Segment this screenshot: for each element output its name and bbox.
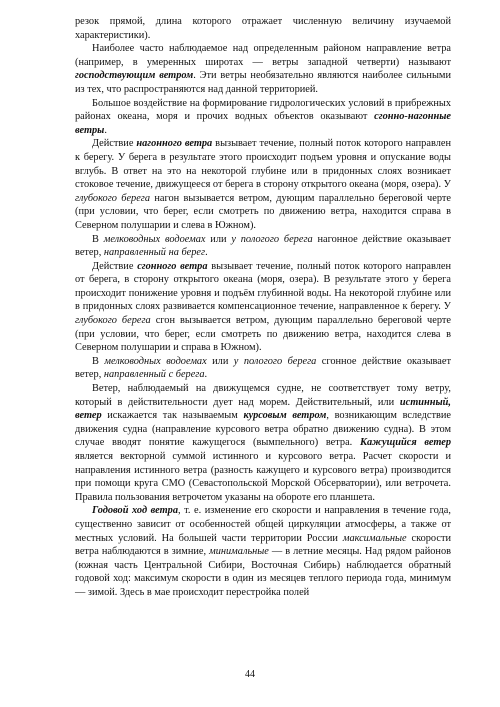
term-bold-italic: господствующим ветром xyxy=(75,70,194,82)
text-run: вызывает течение, полный поток которого направлен к берегу. У берега в результате этого происходит подъем уровня и опускание воды вглубь. В ответ на это на некоторой глубине или в придонных слоях возникает стоковое течение, движущееся от берега в сторону открытого океана (моря, озера). У xyxy=(75,138,452,191)
paragraph-intro-continuation xyxy=(75,15,451,42)
term-italic: минимальные xyxy=(209,546,269,558)
term-bold-italic: Кажущийся ветер xyxy=(359,437,451,449)
text-run: скорости ветра наблюдаются в зимние, xyxy=(75,532,451,558)
text-run: или xyxy=(206,355,234,367)
text-run: , возникающим вследствие движения судна (направление курсового ветра обратно движению судна). В этом случае вводят понятие кажущегося (вымпельного) ветра. xyxy=(75,410,451,449)
text-run: Действие xyxy=(92,138,137,150)
paragraph-offshore-wind xyxy=(75,260,451,355)
page-number: 44 xyxy=(245,669,255,680)
term-bold-italic: сгонно-нагонные ветры xyxy=(75,111,451,136)
text-run: . xyxy=(205,247,208,259)
paragraph-surge-winds xyxy=(75,97,451,138)
paragraph-annual-wind xyxy=(75,504,451,599)
text-run: искажается так называемым xyxy=(101,410,244,422)
paragraph-onshore-shallow xyxy=(75,233,451,260)
paragraph-prevailing-wind xyxy=(75,42,451,96)
term-bold-italic: истинный, ветер xyxy=(75,396,451,422)
text-run: Действие xyxy=(92,260,138,272)
term-italic: у пологого берега xyxy=(233,355,317,367)
text-run: , т. е. изменение его скорости и направления в течение года, существенно зависит от особенностей общей циркуляции атмосферы, а также от местных условий. На большей части территории России xyxy=(75,505,451,544)
text-run: . Эти ветры необязательно являются наиболее сильными из тех, что распространяются над данной территорией. xyxy=(75,70,451,95)
term-italic: направленный на берег xyxy=(103,247,206,259)
page-text-body xyxy=(75,15,451,600)
term-bold-italic: сгонного ветра xyxy=(137,260,208,272)
text-run: Большое воздействие на формирование гидрологических условий в прибрежных районах океана, моря и прочих водных объектов оказывают xyxy=(75,97,451,123)
text-run: нагонное действие оказывает ветер, xyxy=(75,233,451,259)
term-bold-italic: курсовым ветром xyxy=(243,410,327,422)
paragraph-onshore-wind xyxy=(75,137,451,232)
term-bold-italic: Годовой ход ветра xyxy=(92,505,178,517)
text-run: В xyxy=(92,233,104,245)
term-italic: мелководных водоемах xyxy=(104,355,207,367)
text-run: Ветер, наблюдаемый на движущемся судне, не соответствует тому ветру, который в действительности дует над морем. Действительный, или xyxy=(75,383,451,408)
text-run: вызывает течение, полный поток которого направлен от берега, в сторону открытого океана (моря, озера). В результате этого у берега происходит понижение уровня и подъём глубинной воды. На некоторой глубине или в придонных слоях развивается компенсационное течение, направленное к берегу. У xyxy=(75,260,451,313)
term-italic: мелководных водоемах xyxy=(103,233,206,245)
term-italic: глубокого берега xyxy=(75,315,151,327)
text-run: В xyxy=(92,355,105,367)
text-run: . xyxy=(204,369,208,381)
term-italic: направленный с берега xyxy=(103,369,205,381)
term-italic: у пологого берега xyxy=(231,233,313,245)
term-italic: максимальные xyxy=(342,532,407,544)
paragraph-true-wind xyxy=(75,382,451,504)
text-run: нагон вызывается ветром, дующим параллельно береговой черте (при условии, что берег, если смотреть по движению ветра, находится справа в Северном полушарии и слева в Южном). xyxy=(75,192,451,231)
text-run: или xyxy=(205,233,232,245)
text-run: сгонное действие оказывает ветер, xyxy=(75,355,451,381)
text-run: сгон вызывается ветром, дующим параллельно береговой черте (при условии, что берег, если смотреть по движению ветра, находится слева в Северном полушарии и справа в Южном). xyxy=(75,315,451,354)
term-bold-italic: нагонного ветра xyxy=(136,138,213,150)
text-run: Наиболее часто наблюдаемое над определенным районом направление ветра (например, в умеренных широтах — ветры западной четверти) называют xyxy=(75,43,451,68)
text-run: . xyxy=(104,124,107,136)
term-italic: глубокого берега xyxy=(75,192,151,204)
paragraph-offshore-shallow xyxy=(75,355,451,382)
text-run: — в летние месяцы. Над рядом районов (южная часть Центральной Сибири, Восточная Сибирь) наблюдается обратный годовой ход: максимум скорости в один из месяцев теплого периода года, минимум — зимой. Здесь в мае происходит перестройка полей xyxy=(75,546,452,598)
text-run: является векторной суммой истинного и курсового ветра. Расчет скорости и направления истинного ветра (разность кажущего и курсового ветра) производится при помощи круга СМО (Севастопольской Морской Обсерватории), или ветрочета. Правила пользования ветрочетом указаны на обороте его планшета. xyxy=(75,451,451,503)
text-run: резок прямой, длина которого отражает численную величину изучаемой характеристики). xyxy=(75,16,451,41)
